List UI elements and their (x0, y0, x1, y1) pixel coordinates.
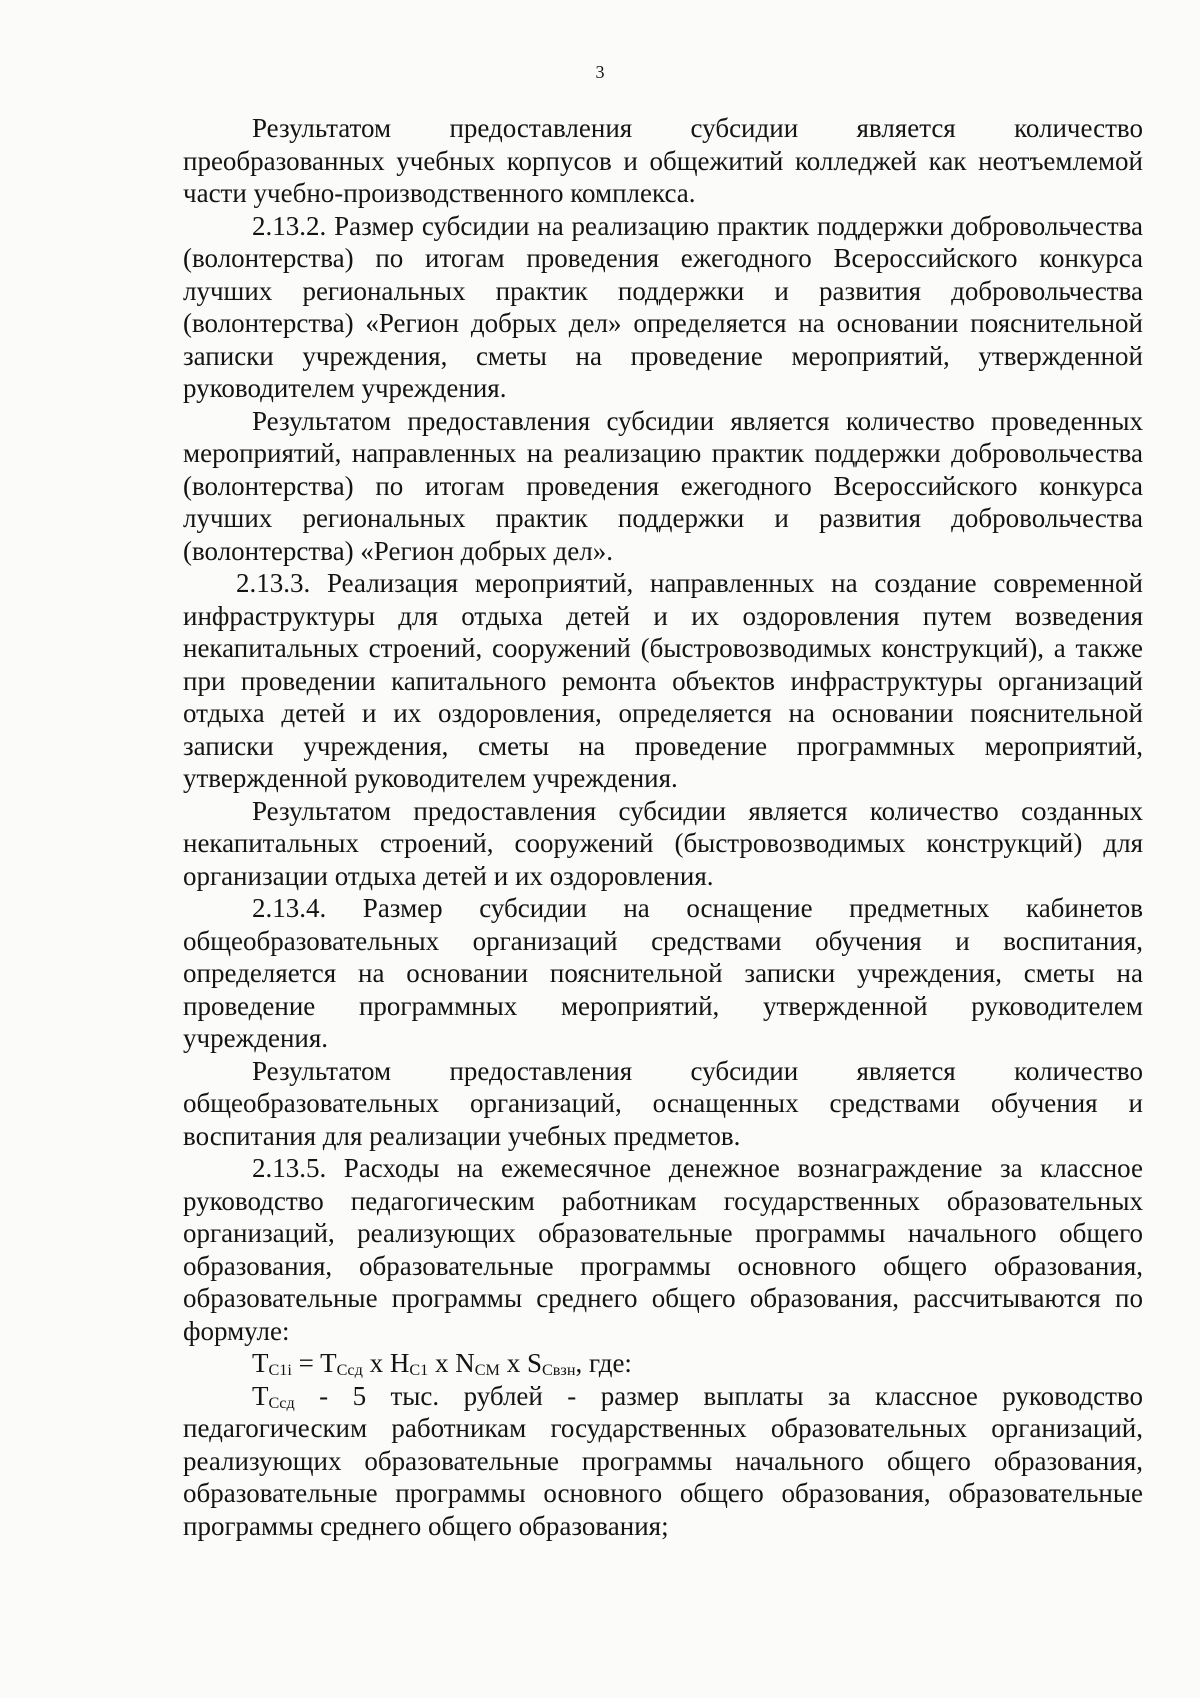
paragraph-result-colleges: Результатом предоставления субсидии является количество преобразованных учебных корпусов и общежитий колледжей как неотъемлемой части учебно-производственного комплекса. (183, 113, 1143, 208)
definition-symbol-subscript: Cсд (268, 1393, 295, 1412)
formula-subscript: CM (474, 1361, 500, 1379)
definition-symbol: T (252, 1380, 269, 1411)
formula-part: x S (499, 1348, 542, 1378)
formula-part: x H (362, 1348, 410, 1378)
page-number: 3 (595, 62, 605, 82)
formula-part: , где: (575, 1348, 632, 1378)
paragraph-2-13-4: 2.13.4. Размер субсидии на оснащение предметных кабинетов общеобразовательных организаций средствами обучения и воспитания, определяется на основании пояснительной записки учреждения, сметы на проведение программных мероприятий, утвержденной руководителем учреждения. (183, 893, 1143, 1053)
formula-part: = T (291, 1348, 337, 1378)
formula-part: T (252, 1348, 269, 1378)
paragraph-result-volunteering: Результатом предоставления субсидии является количество проведенных мероприятий, направленных на реализацию практик поддержки добровольчества (волонтерства) по итогам проведения ежегодного Всероссийского конкурса лучших региональных практик поддержки и развития добровольчества (волонтерства) «Регион добрых дел». (183, 405, 1143, 566)
paragraph-2-13-3: 2.13.3. Реализация мероприятий, направленных на создание современной инфраструктуры для отдыха детей и их оздоровления путем возведения некапитальных строений, сооружений (быстровозводимых конструкций), а также при проведении капитального ремонта объектов инфраструктуры организаций отдыха детей и их оздоровления, определяется на основании пояснительной записки учреждения, сметы на проведение программных мероприятий, утвержденной руководителем учреждения. (183, 568, 1143, 793)
paragraph-2-13-5: 2.13.5. Расходы на ежемесячное денежное вознаграждение за классное руководство педагогическим работникам государственных образовательных организаций, реализующих образовательные программы начального общего образования, образовательные программы основного общего образования, образовательные программы среднего общего образования, рассчитываются по формуле: (183, 1153, 1143, 1346)
paragraph-result-structures: Результатом предоставления субсидии является количество созданных некапитальных строений, сооружений (быстровозводимых конструкций) для организации отдыха детей и их оздоровления. (183, 795, 1143, 891)
formula-subscript: C1i (268, 1361, 292, 1379)
formula-subscript: Cсд (336, 1361, 363, 1379)
formula-line (183, 1347, 1143, 1380)
formula-subscript: C1 (409, 1361, 429, 1379)
formula-part: x N (428, 1348, 475, 1378)
formula-subscript: Cвзн (541, 1361, 576, 1379)
paragraph-2-13-2: 2.13.2. Размер субсидии на реализацию практик поддержки добровольчества (волонтерства) по итогам проведения ежегодного Всероссийского конкурса лучших региональных практик поддержки и развития добровольчества (волонтерства) «Регион добрых дел» определяется на основании пояснительной записки учреждения, сметы на проведение мероприятий, утвержденной руководителем учреждения. (183, 210, 1143, 403)
paragraph-result-schools: Результатом предоставления субсидии является количество общеобразовательных организаций, оснащенных средствами обучения и воспитания для реализации учебных предметов. (183, 1055, 1143, 1151)
paragraph-definition-tcsd (183, 1380, 1143, 1543)
document-body (183, 112, 1143, 1542)
definition-text: - 5 тыс. рублей - размер выплаты за классное руководство педагогическим работникам государственных образовательных организаций, реализующих образовательные программы начального общего образования, образовательные программы основного общего образования, образовательные программы среднего общего образования; (183, 1380, 1143, 1541)
